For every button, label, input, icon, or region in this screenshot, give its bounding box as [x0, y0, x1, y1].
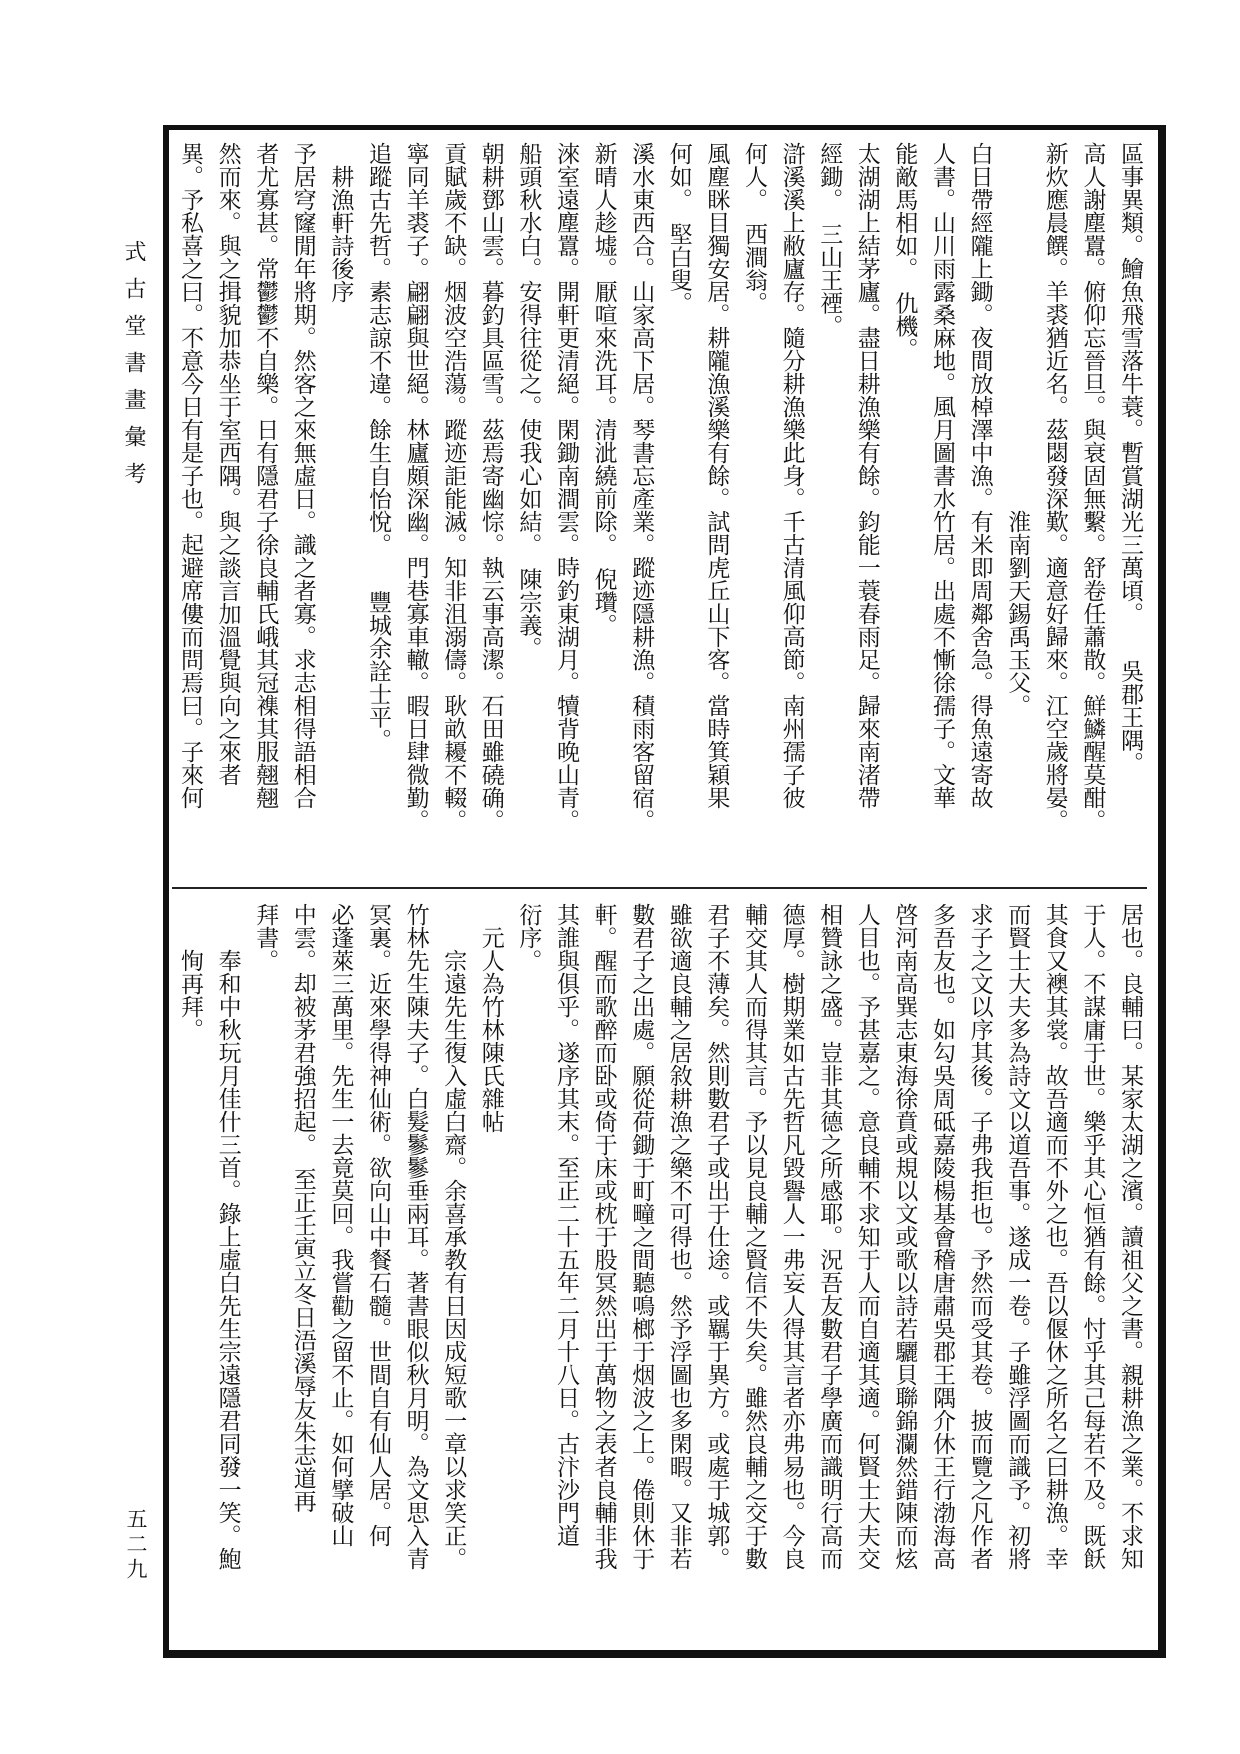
text-column: 太湖湖上結茅廬。盡日耕漁樂有餘。鈞能一蓑春雨足。歸來南渚帶 — [853, 142, 880, 809]
text-column: 拜書。 — [252, 903, 279, 972]
text-column: 何如。 堅白叟。 — [665, 142, 692, 315]
text-column: 者尤寡甚。常鬱鬱不自樂。日有隱君子徐良輔氏峨其冠襍其服翹翹 — [252, 142, 279, 809]
text-column: 冥裏。近來學得神仙術。欲向山中餐石髓。世間自有仙人居。何 — [365, 903, 391, 1547]
text-column: 新晴人趁墟。厭喧來洗耳。清泚繞前除。 倪瓚。 — [590, 142, 617, 637]
text-column: 然而來。與之揖貌加恭坐于室西隅。與之談言加溫覺與向之來者 — [214, 142, 241, 786]
text-column: 風塵眯目獨安居。耕隴漁溪樂有餘。試問虎丘山下客。當時箕穎果 — [703, 142, 730, 809]
text-column: 滸溪溪上敝廬存。隨分耕漁樂此身。千古清風仰高節。南州孺子彼 — [778, 142, 805, 809]
text-column: 德厚。樹期業如古先哲凡毀譽人一弗妄人得其言者亦弗易也。今良 — [778, 903, 805, 1570]
text-column: 追蹤古先哲。素志諒不違。餘生自怡悅。 豐城余詮士平。 — [365, 142, 391, 752]
text-column: 而賢士大夫多為詩文以道吾事。遂成一卷。子雖浮圖而識予。初將 — [1004, 903, 1031, 1570]
text-column: 雖欲適良輔之居敘耕漁之樂不可得也。然予浮圖也多閑暇。又非若 — [665, 903, 692, 1570]
text-column: 高人謝塵囂。俯仰忘晉旦。與衰固無繫。舒卷任蕭散。鮮鱗醒莫酣。 — [1079, 142, 1106, 832]
text-column: 其誰與俱乎。遂序其末。至正二十五年二月十八日。古汴沙門道 — [553, 903, 579, 1547]
text-column: 白日帶經隴上鋤。夜間放棹澤中漁。有米即周鄰舍急。得魚遠寄故 — [966, 142, 993, 809]
text-column: 啓河南高巽志東海徐賁或規以文或歌以詩若驪貝聯錦瀾然錯陳而炫 — [891, 903, 918, 1570]
text-column: 新炊應晨饌。羊裘猶近名。茲閟發深歎。適意好歸來。江空歲將晏。 — [1041, 142, 1068, 832]
book-title: 式古堂書畫彙考 — [121, 240, 146, 499]
text-column: 相贊詠之盛。豈非其德之所感耶。況吾友數君子學廣而識明行高而 — [816, 903, 843, 1570]
page-number: 五二九 — [124, 1508, 148, 1583]
text-column: 中雲。却被茅君強招起。 至正壬寅立冬日浯溪辱友朱志道再 — [289, 903, 316, 1513]
text-column: 于人。不謀庸于世。樂乎其心恒猶有餘。忖乎其己每若不及。既飫 — [1079, 903, 1106, 1570]
text-column: 求子之文以序其後。子弗我拒也。予然而受其卷。披而覽之凡作者 — [966, 903, 993, 1570]
text-column: 耕漁軒詩後序 — [327, 142, 354, 303]
text-column: 恂再拜。 — [177, 903, 203, 1041]
text-column: 元人為竹林陳氏雜帖 — [477, 903, 504, 1133]
text-column: 淮南劉天錫禹玉父。 — [1004, 142, 1031, 717]
text-column: 其食又襖其裳。故吾適而不外之也。吾以偃休之所名之曰耕漁。幸 — [1041, 903, 1068, 1570]
text-column: 奉和中秋玩月佳什三首。錄上虛白先生宗遠隱君同發一笑。鮑 — [214, 903, 241, 1570]
text-column: 軒。醒而歌醉而卧或倚于床或枕于股冥然出于萬物之表者良輔非我 — [590, 903, 617, 1570]
text-column: 多吾友也。如勾吳周砥嘉陵楊基會稽唐肅吳郡王隅介休王行渤海高 — [929, 903, 955, 1570]
text-column: 船頭秋水白。安得往從之。使我心如結。 陳宗義。 — [515, 142, 542, 660]
text-column: 人目也。予甚嘉之。意良輔不求知于人而自適其適。何賢士大夫交 — [853, 903, 880, 1570]
text-column: 數君子之出處。願從荷鋤于町疃之間聽鳴榔于烟波之上。倦則休于 — [628, 903, 655, 1570]
text-column: 君子不薄矣。然則數君子或出于仕途。或羈于異方。或處于城郭。 — [703, 903, 730, 1570]
text-column: 貢賦歲不缺。烟波空浩蕩。蹤迹詎能滅。知非沮溺儔。耿畝耰不輟。 — [440, 142, 467, 832]
text-column: 寧同羊裘子。翩翩與世絕。林廬頗深幽。門巷寡車轍。暇日肆微勤。 — [402, 142, 429, 832]
text-column: 宗遠先生復入虛白齋。余喜承教有日因成短歌一章以求笑正。 — [440, 903, 467, 1570]
text-column: 予居穹窿閒年將期。然客之來無虛日。識之者寡。求志相得語相合 — [289, 142, 316, 809]
text-column: 人書。山川雨露桑麻地。風月圖書水竹居。出處不慚徐孺子。文華 — [929, 142, 955, 809]
text-column: 輔交其人而得其言。予以見良輔之賢信不失矣。雖然良輔之交于數 — [741, 903, 767, 1570]
text-column: 經鋤。 三山王禋。 — [816, 142, 843, 338]
text-column: 區事異類。鱠魚飛雪落牛蓑。暫賞湖光三萬頃。 吳郡王隅。 — [1117, 142, 1143, 775]
text-column: 能敵馬相如。 仇機。 — [891, 142, 918, 361]
text-column: 朝耕鄧山雲。暮釣具區雪。茲焉寄幽悰。執云事高潔。石田雖磽确。 — [477, 142, 504, 832]
text-column: 必蓬萊三萬里。先生一去竟莫回。我嘗勸之留不止。如何擘破山 — [327, 903, 354, 1547]
text-column: 何人。 西澗翁。 — [741, 142, 767, 315]
text-column: 衍序。 — [515, 903, 542, 972]
section-divider — [172, 887, 1147, 889]
text-column: 竹林先生陳夫子。白髮鬖鬖垂兩耳。著書眼似秋月明。為文思入青 — [402, 903, 429, 1570]
text-column: 異。予私喜之曰。不意今日有是子也。起避席僂而問焉曰。子來何 — [177, 142, 203, 809]
text-column: 溪水東西合。山家高下居。琴書忘產業。蹤迹隱耕漁。積雨客留宿。 — [628, 142, 655, 832]
text-column: 淶室遠塵囂。開軒更清絕。閑鋤南澗雲。時釣東湖月。犢背晚山青。 — [553, 142, 579, 832]
text-column: 居也。良輔曰。某家太湖之濱。讀祖父之書。親耕漁之業。不求知 — [1117, 903, 1143, 1570]
